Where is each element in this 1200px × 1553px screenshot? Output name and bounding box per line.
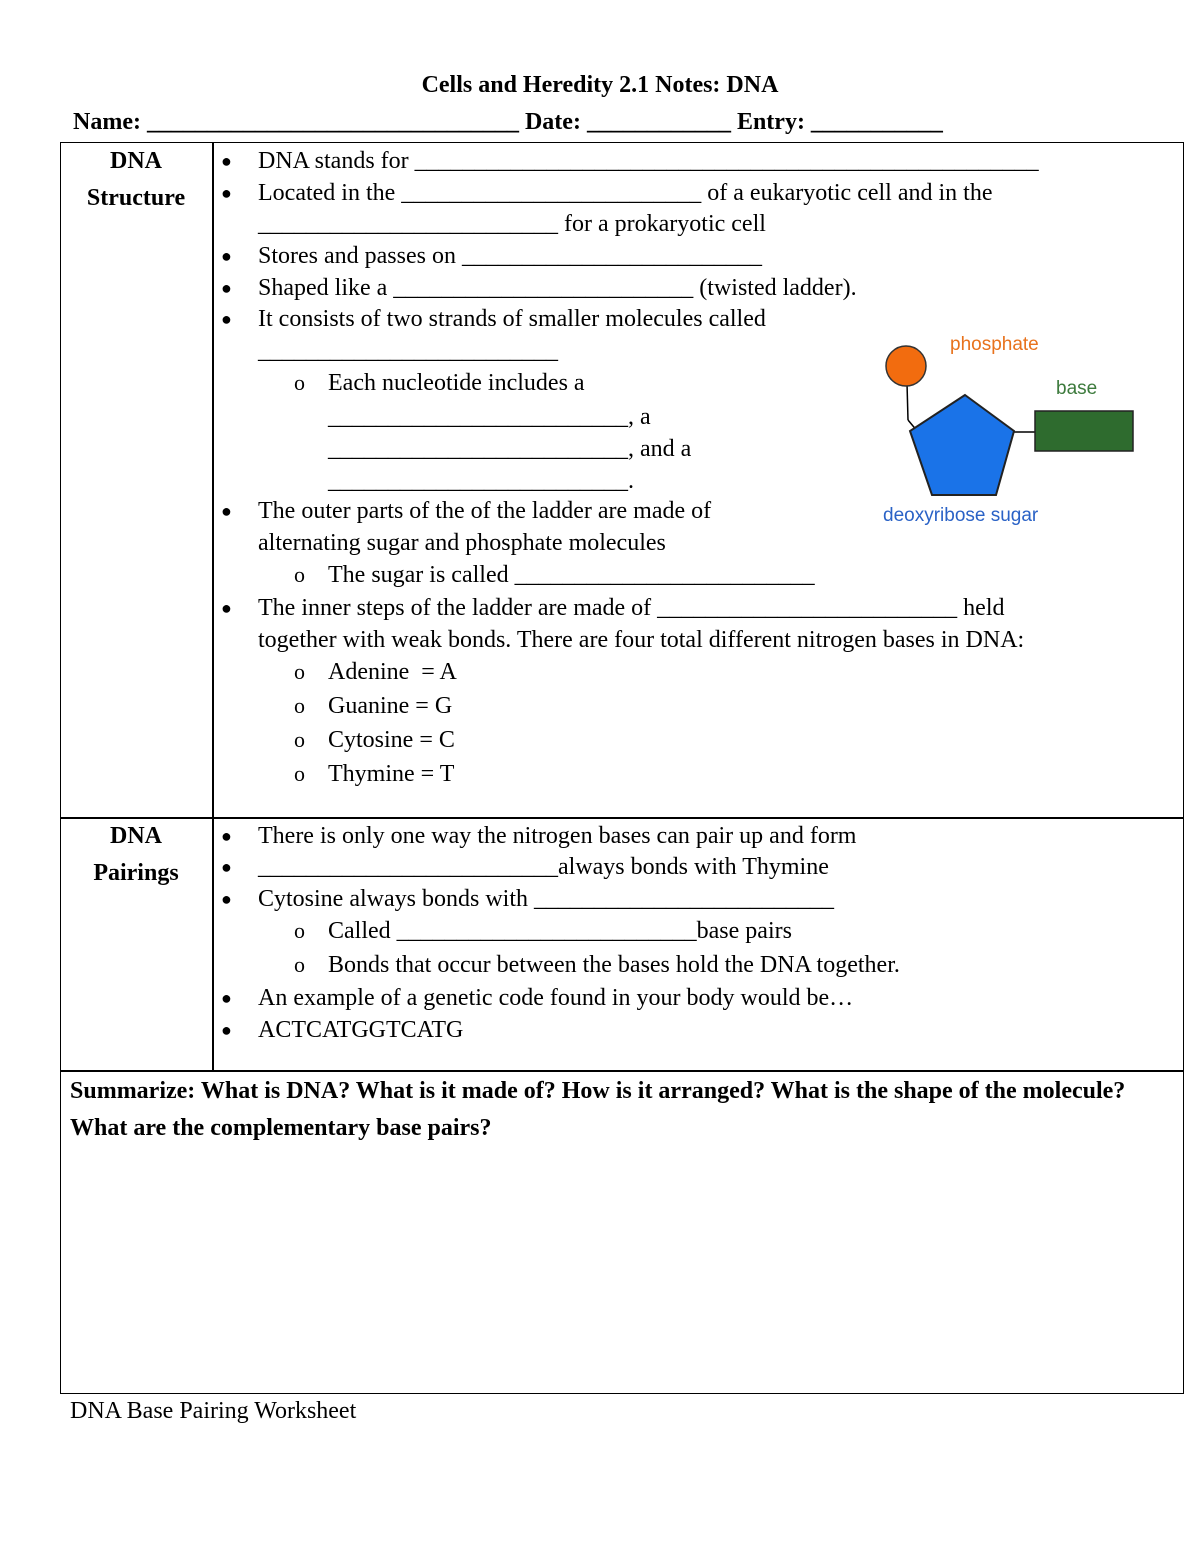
label-line: Pairings — [93, 860, 179, 886]
list-item: together with weak bonds. There are four total different nitrogen bases in DNA: — [258, 627, 1025, 653]
list-item: Each nucleotide includes a — [328, 370, 585, 396]
bullet-icon: ● — [221, 246, 232, 266]
dna-pairings-label — [60, 818, 212, 892]
bullet-icon: ● — [221, 309, 232, 329]
list-item: Stores and passes on _________________________ — [258, 243, 762, 269]
row-divider-1 — [60, 817, 1184, 819]
list-item: There is only one way the nitrogen bases can pair up and form — [258, 823, 857, 849]
sub-bullet-icon: o — [294, 693, 305, 718]
list-item: The inner steps of the ladder are made of _________________________ held — [258, 595, 1005, 621]
label-line: Structure — [86, 185, 186, 211]
list-item: Thymine = T — [328, 761, 455, 787]
phosphate-bond-line — [907, 383, 908, 420]
bullet-icon: ● — [221, 889, 232, 909]
sub-bullet-icon: o — [294, 659, 305, 684]
list-item: The outer parts of the of the ladder are made of — [258, 498, 712, 524]
list-item: An example of a genetic code found in your body would be… — [258, 985, 854, 1011]
list-item: _________________________always bonds with Thymine — [258, 854, 829, 880]
base-rectangle — [1035, 411, 1133, 451]
sub-bullet-icon: o — [294, 918, 305, 943]
list-item: _________________________, and a — [328, 436, 692, 462]
bullet-icon: ● — [221, 183, 232, 203]
label-line: DNA — [110, 148, 162, 174]
bullet-icon: ● — [221, 501, 232, 521]
bullet-icon: ● — [221, 988, 232, 1008]
sub-bullet-icon: o — [294, 952, 305, 977]
sub-bullet-icon: o — [294, 562, 305, 587]
list-item: It consists of two strands of smaller molecules called — [258, 306, 766, 332]
sub-bullet-icon: o — [294, 727, 305, 752]
list-item: DNA stands for ____________________________________________________ — [258, 148, 1039, 174]
deoxyribose-pentagon — [910, 395, 1014, 495]
bullet-icon: ● — [221, 598, 232, 618]
deoxyribose-sugar-label: deoxyribose sugar — [883, 505, 1039, 526]
bullet-icon: ● — [221, 1020, 232, 1040]
label-line: DNA — [110, 823, 162, 849]
list-item: Adenine = A — [328, 659, 457, 685]
list-item: Called _________________________base pairs — [328, 918, 792, 944]
list-item: _________________________ — [258, 338, 558, 364]
list-item: ACTCATGGTCATG — [258, 1017, 464, 1043]
nucleotide-diagram — [870, 325, 1170, 535]
list-item: Cytosine always bonds with _________________________ — [258, 886, 834, 912]
base-label: base — [1056, 378, 1098, 399]
list-item: Located in the _________________________ of a eukaryotic cell and in the — [258, 180, 993, 206]
bullet-icon: ● — [221, 278, 232, 298]
row-divider-2 — [60, 1070, 1184, 1072]
bullet-icon: ● — [221, 151, 232, 171]
dna-structure-label — [60, 143, 212, 217]
list-item: _________________________ for a prokaryotic cell — [258, 211, 766, 237]
phosphate-circle — [886, 346, 926, 386]
sub-bullet-icon: o — [294, 761, 305, 786]
list-item: alternating sugar and phosphate molecules — [258, 530, 666, 556]
list-item: Guanine = G — [328, 693, 453, 719]
column-divider — [212, 142, 214, 1071]
phosphate-label: phosphate — [950, 334, 1039, 355]
list-item: Bonds that occur between the bases hold the DNA together. — [328, 952, 900, 978]
sub-bullet-icon: o — [294, 370, 305, 395]
footer-text: DNA Base Pairing Worksheet — [70, 1398, 357, 1424]
bullet-icon: ● — [221, 857, 232, 877]
bullet-icon: ● — [221, 826, 232, 846]
summary-prompt: Summarize: What is DNA? What is it made of? How is it arranged? What is the shape of the molecule? What are the complementary base pairs? — [70, 1078, 1126, 1141]
list-item: _________________________. — [328, 468, 634, 494]
list-item: Cytosine = C — [328, 727, 455, 753]
list-item: _________________________, a — [328, 404, 651, 430]
list-item: The sugar is called _________________________ — [328, 562, 815, 588]
list-item: Shaped like a _________________________ (twisted ladder). — [258, 275, 857, 301]
page-title: Cells and Heredity 2.1 Notes: DNA — [421, 72, 779, 98]
name-date-entry-line: Name: _______________________________ Date: ____________ Entry: ___________ — [73, 109, 943, 135]
